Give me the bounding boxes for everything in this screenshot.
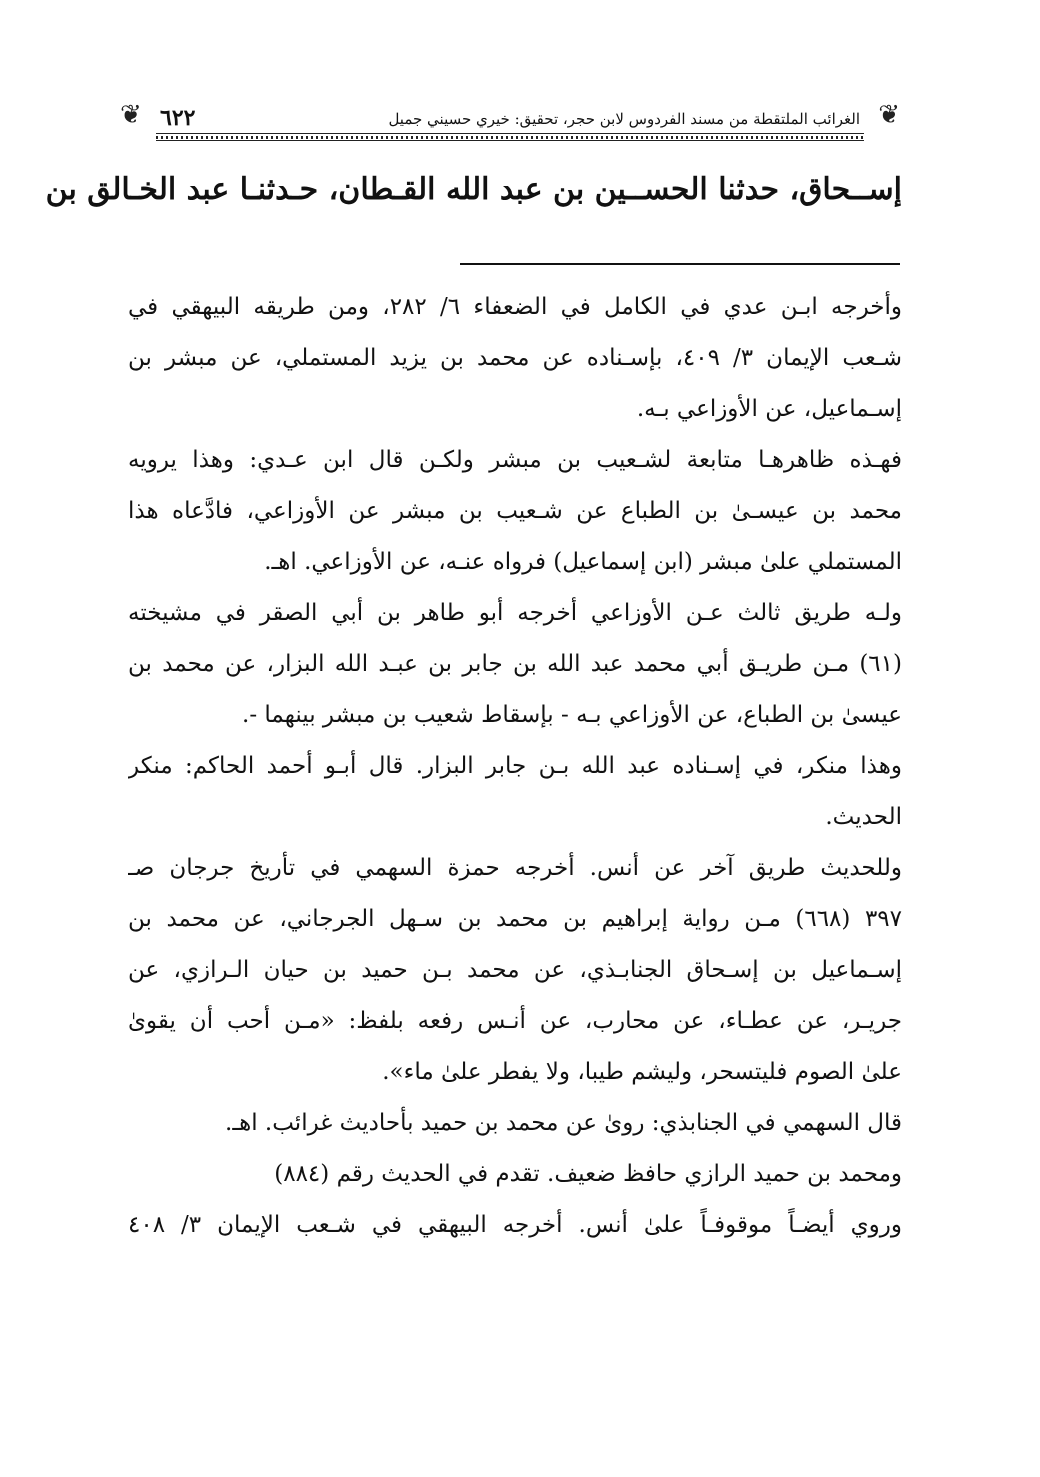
footnote-line: عيسىٰ بن الطباع، عن الأوزاعي بـه - بإسقاط شعيب بن مبشر بينهما -. bbox=[242, 702, 902, 728]
footnote-line: المستملي علىٰ مبشر (ابن إسماعيل) فرواه عنـه، عن الأوزاعي. اهـ. bbox=[264, 549, 902, 575]
page-number: ٦٢٢ bbox=[160, 105, 196, 131]
header-book-title: الغرائب الملتقطة من مسند الفردوس لابن حجر، تحقيق: خيري حسيني جميل bbox=[388, 110, 860, 128]
footnote-line: وروي أيضـاً موقوفـاً علىٰ أنس. أخرجه البيهقي في شـعب الإيمان ٣/ ٤٠٨ bbox=[128, 1212, 902, 1238]
footnote-line: إسـماعيل بن إسـحاق الجنابـذي، عن محمد بـن حميد بن حيان الـرازي، عن bbox=[128, 957, 902, 983]
footnote-line: ومحمد بن حميد الرازي حافظ ضعيف. تقدم في الحديث رقم (٨٨٤) bbox=[274, 1161, 902, 1187]
footnote-line: وهذا منكر، في إسـناده عبد الله بـن جابر البزار. قال أبـو أحمد الحاكم: منكر bbox=[128, 753, 902, 779]
main-text-line: إســحاق، حدثنا الحســين بن عبد الله القـطان، حـدثنـا عبد الخـالق بن bbox=[45, 172, 902, 207]
header-decorative-rule bbox=[156, 133, 864, 141]
footnote-line: شـعب الإيمان ٣/ ٤٠٩، بإسـناده عن محمد بن يزيد المستملي، عن مبشر بن bbox=[128, 345, 902, 371]
footnote-separator bbox=[460, 263, 900, 265]
footnote-line: قال السهمي في الجنابذي: روىٰ عن محمد بن حميد بأحاديث غرائب. اهـ. bbox=[225, 1110, 902, 1136]
footnote-line: علىٰ الصوم فليتسحر، وليشم طيبا، ولا يفطر علىٰ ماء». bbox=[382, 1059, 902, 1085]
footnote-line: ولـه طريق ثالث عـن الأوزاعي أخرجه أبو طاهر بن أبي الصقر في مشيخته bbox=[128, 600, 902, 626]
footnote-line: الحديث. bbox=[825, 804, 902, 830]
footnote-line: وللحديث طريق آخر عن أنس. أخرجه حمزة السهمي في تأريخ جرجان صـ bbox=[128, 855, 902, 881]
footnote-line: محمد بن عيسـىٰ بن الطباع عن شـعيب بن مبشر عن الأوزاعي، فادَّعاه هذا bbox=[128, 498, 902, 524]
running-header bbox=[120, 98, 900, 150]
header-ornament-right-icon: ❦ bbox=[878, 100, 900, 130]
footnote-line: إسـماعيل، عن الأوزاعي بـه. bbox=[636, 396, 902, 422]
footnote-line: ٣٩٧ (٦٦٨) مـن رواية إبراهيم بن محمد بن سـهل الجرجاني، عن محمد بن bbox=[128, 906, 902, 932]
footnote-line: (٦١) مـن طريـق أبي محمد عبد الله بن جابر بن عبـد الله البزار، عن محمد بن bbox=[128, 651, 902, 677]
footnote-line: فهـذه ظاهرهـا متابعة لشـعيب بن مبشر ولكـن قال ابن عـدي: وهذا يرويه bbox=[128, 447, 902, 473]
header-ornament-left-icon: ❦ bbox=[120, 100, 142, 130]
footnotes-block bbox=[128, 282, 902, 1251]
footnote-line: جريـر، عن عطـاء، عن محارب، عن أنـس رفعه بلفظ: «مـن أحب أن يقوىٰ bbox=[128, 1008, 902, 1034]
footnote-line: وأخرجه ابـن عدي في الكامل في الضعفاء ٦/ ٢٨٢، ومن طريقه البيهقي في bbox=[128, 294, 902, 320]
